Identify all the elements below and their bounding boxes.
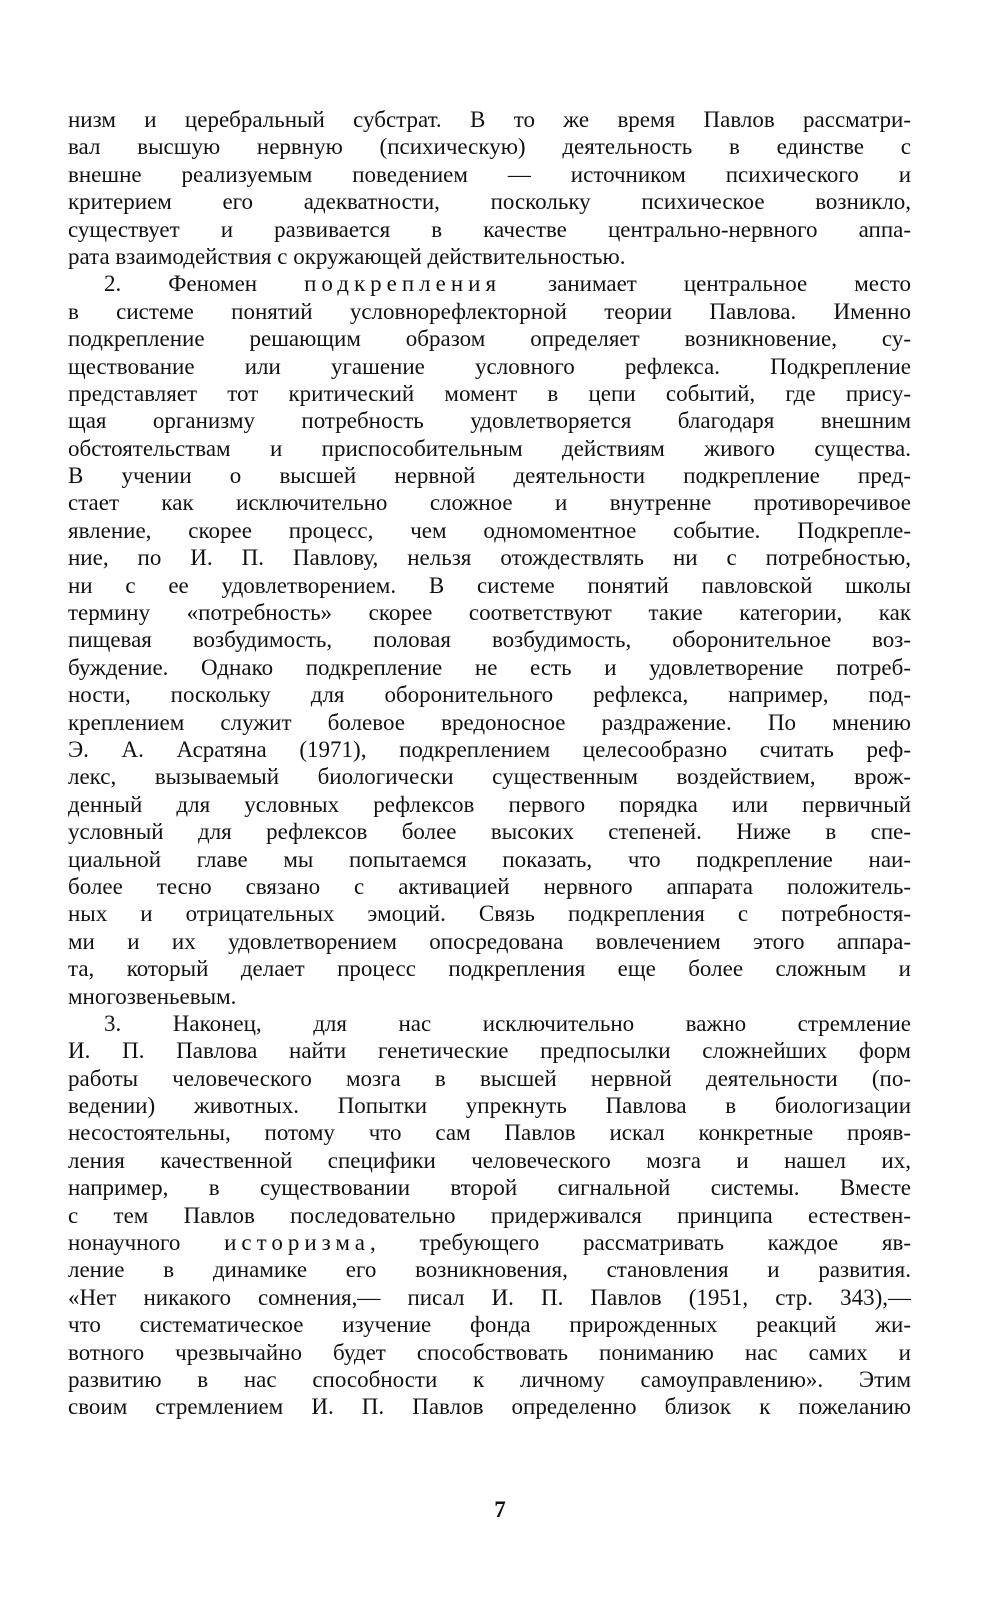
text-segment: нонаучного <box>68 1230 225 1256</box>
text-line: ществование или угашение условного рефлекса. Подкрепление <box>68 353 911 379</box>
text-line: обстоятельствам и приспособительным действиям живого существа. <box>68 435 911 461</box>
text-line: явление, скорее процесс, чем одномоментное событие. Подкрепле- <box>68 517 911 543</box>
text-line: термину «потребность» скорее соответствуют такие категории, как <box>68 600 911 626</box>
text-line: несостоятельны, потому что сам Павлов искал конкретные прояв- <box>68 1120 911 1146</box>
text-line: пищевая возбудимость, половая возбудимость, оборонительное воз- <box>68 627 911 653</box>
text-line: Э. А. Асратяна (1971), подкреплением целесообразно считать реф- <box>68 736 911 762</box>
text-line: в системе понятий условнорефлекторной теории Павлова. Именно <box>68 298 911 324</box>
text-line: ведении) животных. Попытки упрекнуть Павлова в биологизации <box>68 1093 911 1119</box>
text-line: ления качественной специфики человеческого мозга и нашел их, <box>68 1147 911 1173</box>
text-line: денный для условных рефлексов первого порядка или первичный <box>68 791 911 817</box>
text-line: с тем Павлов последовательно придерживался принципа естествен- <box>68 1202 911 1228</box>
text-line: щая организму потребность удовлетворяется благодаря внешним <box>68 408 911 434</box>
text-segment: 2. Феномен <box>104 271 305 297</box>
text-line: креплением служит болевое вредоносное раздражение. По мнению <box>68 709 911 735</box>
text-line: критерием его адекватности, поскольку психическое возникло, <box>68 189 911 215</box>
spaced-emphasis: подкрепления <box>304 271 502 297</box>
text-line: многозвеньевым. <box>68 983 237 1009</box>
text-line: ние, по И. П. Павлову, нельзя отождествлять ни с потребностью, <box>68 545 911 571</box>
text-line: рата взаимодействия с окружающей действительностью. <box>68 243 626 269</box>
text-line: внешне реализуемым поведением — источником психического и <box>68 161 911 187</box>
text-line: та, который делает процесс подкрепления еще более сложным и <box>68 956 911 982</box>
text-line: например, в существовании второй сигнальной системы. Вместе <box>68 1175 911 1201</box>
text-line: буждение. Однако подкрепление не есть и удовлетворение потреб- <box>68 654 911 680</box>
text-line: циальной главе мы попытаемся показать, что подкрепление наи- <box>68 846 911 872</box>
text-line: условный для рефлексов более высоких степеней. Ниже в спе- <box>68 819 911 845</box>
text-line: представляет тот критический момент в цепи событий, где прису- <box>68 380 911 406</box>
text-line: «Нет никакого сомнения,— писал И. П. Павлов (1951, стр. 343),— <box>68 1284 911 1310</box>
spaced-emphasis: историзма <box>224 1230 371 1256</box>
text-line <box>68 270 911 297</box>
body-text <box>68 106 911 1421</box>
text-line: ление в динамике его возникновения, становления и развития. <box>68 1257 911 1283</box>
text-line: стает как исключительно сложное и внутренне противоречивое <box>68 490 911 516</box>
text-line: работы человеческого мозга в высшей нервной деятельности (по- <box>68 1065 911 1091</box>
text-line: ни с ее удовлетворением. В системе понятий павловской школы <box>68 572 911 598</box>
page-number: 7 <box>494 1497 506 1522</box>
text-line: И. П. Павлова найти генетические предпосылки сложнейших форм <box>68 1038 911 1064</box>
text-line <box>68 1229 911 1256</box>
text-line: низм и церебральный субстрат. В то же время Павлов рассматри- <box>68 107 911 132</box>
text-line: 3. Наконец, для нас исключительно важно стремление <box>104 1010 911 1036</box>
text-line: вал высшую нервную (психическую) деятельность в единстве с <box>68 134 911 160</box>
text-line: что систематическое изучение фонда прирожденных реакций жи- <box>68 1312 911 1338</box>
text-segment: занимает центральное место <box>501 271 911 297</box>
text-line: более тесно связано с активацией нервного аппарата положитель- <box>68 873 911 899</box>
text-segment: , требующего рассматривать каждое яв- <box>370 1230 911 1256</box>
text-line: подкрепление решающим образом определяет возникновение, су- <box>68 326 911 352</box>
text-line: ми и их удовлетворением опосредована вовлечением этого аппара- <box>68 928 911 954</box>
text-line: развитию в нас способности к личному самоуправлению». Этим <box>68 1366 911 1392</box>
text-line: В учении о высшей нервной деятельности подкрепление пред- <box>68 463 911 489</box>
text-line: лекс, вызываемый биологически существенным воздействием, врож- <box>68 764 911 790</box>
text-line: своим стремлением И. П. Павлов определенно близок к пожеланию <box>68 1394 911 1420</box>
text-line: ности, поскольку для оборонительного рефлекса, например, под- <box>68 682 911 708</box>
text-line: вотного чрезвычайно будет способствовать пониманию нас самих и <box>68 1339 911 1365</box>
text-line: существует и развивается в качестве центрально-нервного аппа- <box>68 216 911 242</box>
text-line: ных и отрицательных эмоций. Связь подкрепления с потребностя- <box>68 901 911 927</box>
